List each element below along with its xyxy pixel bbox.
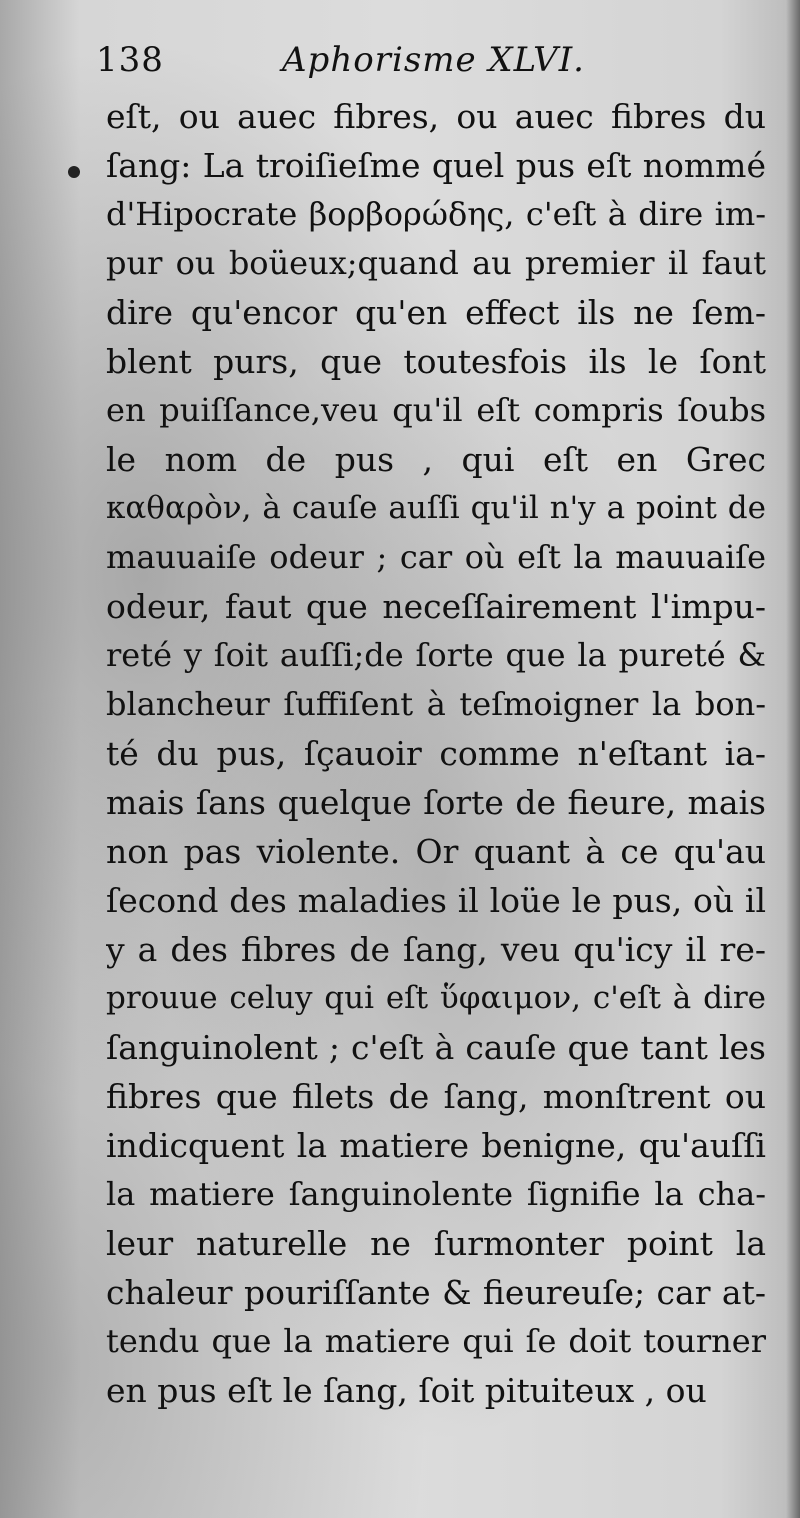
text-line: tendu que la matiere qui ſe doit tourner (106, 1322, 766, 1360)
page-number: 138 (96, 40, 164, 80)
text-line: dire qu'encor qu'en effect ils ne ſem- (106, 293, 766, 332)
ink-dot (68, 166, 80, 178)
text-line: fibres que filets de ſang, monſtrent ou (106, 1077, 766, 1116)
page-edge-shadow (786, 0, 800, 1518)
text-line: en pus eſt le ſang, ſoit pituiteux , ou (106, 1371, 707, 1410)
text-line: mais ſans quelque ſorte de fieure, mais (106, 783, 766, 822)
text-line: blancheur ſuffiſent à teſmoigner la bon- (106, 685, 766, 723)
text-line: ſecond des maladies il loüe le pus, où il (106, 881, 766, 920)
text-line: leur naturelle ne ſurmonter point la (106, 1224, 766, 1263)
text-line: indicquent la matiere benigne, qu'auſſi (106, 1126, 766, 1165)
text-line: y a des fibres de ſang, veu qu'icy il re- (106, 930, 766, 969)
page-header (96, 40, 756, 90)
text-line: d'Hipocrate βορβορώδης, c'eſt à dire im- (106, 195, 766, 233)
text-line: ſanguinolent ; c'eſt à cauſe que tant les (106, 1028, 766, 1067)
text-line: ſang: La troiſieſme quel pus eſt nommé (106, 146, 766, 185)
running-head: Aphorisme XLVI. (282, 40, 585, 80)
text-line: le nom de pus , qui eſt en Grec (106, 440, 766, 479)
text-line: mauuaiſe odeur ; car où eſt la mauuaiſe (106, 538, 766, 576)
text-line: καθαρὸν, à cauſe auſſi qu'il n'y a point de (106, 490, 766, 526)
text-line: non pas violente. Or quant à ce qu'au (106, 832, 766, 871)
text-line: prouue celuy qui eſt ὕφαιμον, c'eſt à dire (106, 980, 766, 1016)
text-line: en puiſſance,veu qu'il eſt compris ſoubs (106, 391, 766, 429)
text-line: odeur, faut que neceſſairement l'impu- (106, 587, 766, 626)
text-line: reté y ſoit auſſi;de ſorte que la pureté & (106, 636, 766, 674)
text-line: pur ou boüeux;quand au premier il faut (106, 244, 766, 282)
body-text (106, 92, 766, 1415)
text-line: eſt, ou auec fibres, ou auec fibres du (106, 97, 766, 136)
text-line: chaleur pouriſſante & fieureuſe; car at- (106, 1273, 766, 1312)
text-line: blent purs, que toutesfois ils le ſont (106, 342, 766, 381)
text-line: la matiere ſanguinolente ſignifie la cha- (106, 1175, 766, 1213)
text-line: té du pus, ſçauoir comme n'eſtant ia- (106, 734, 766, 773)
